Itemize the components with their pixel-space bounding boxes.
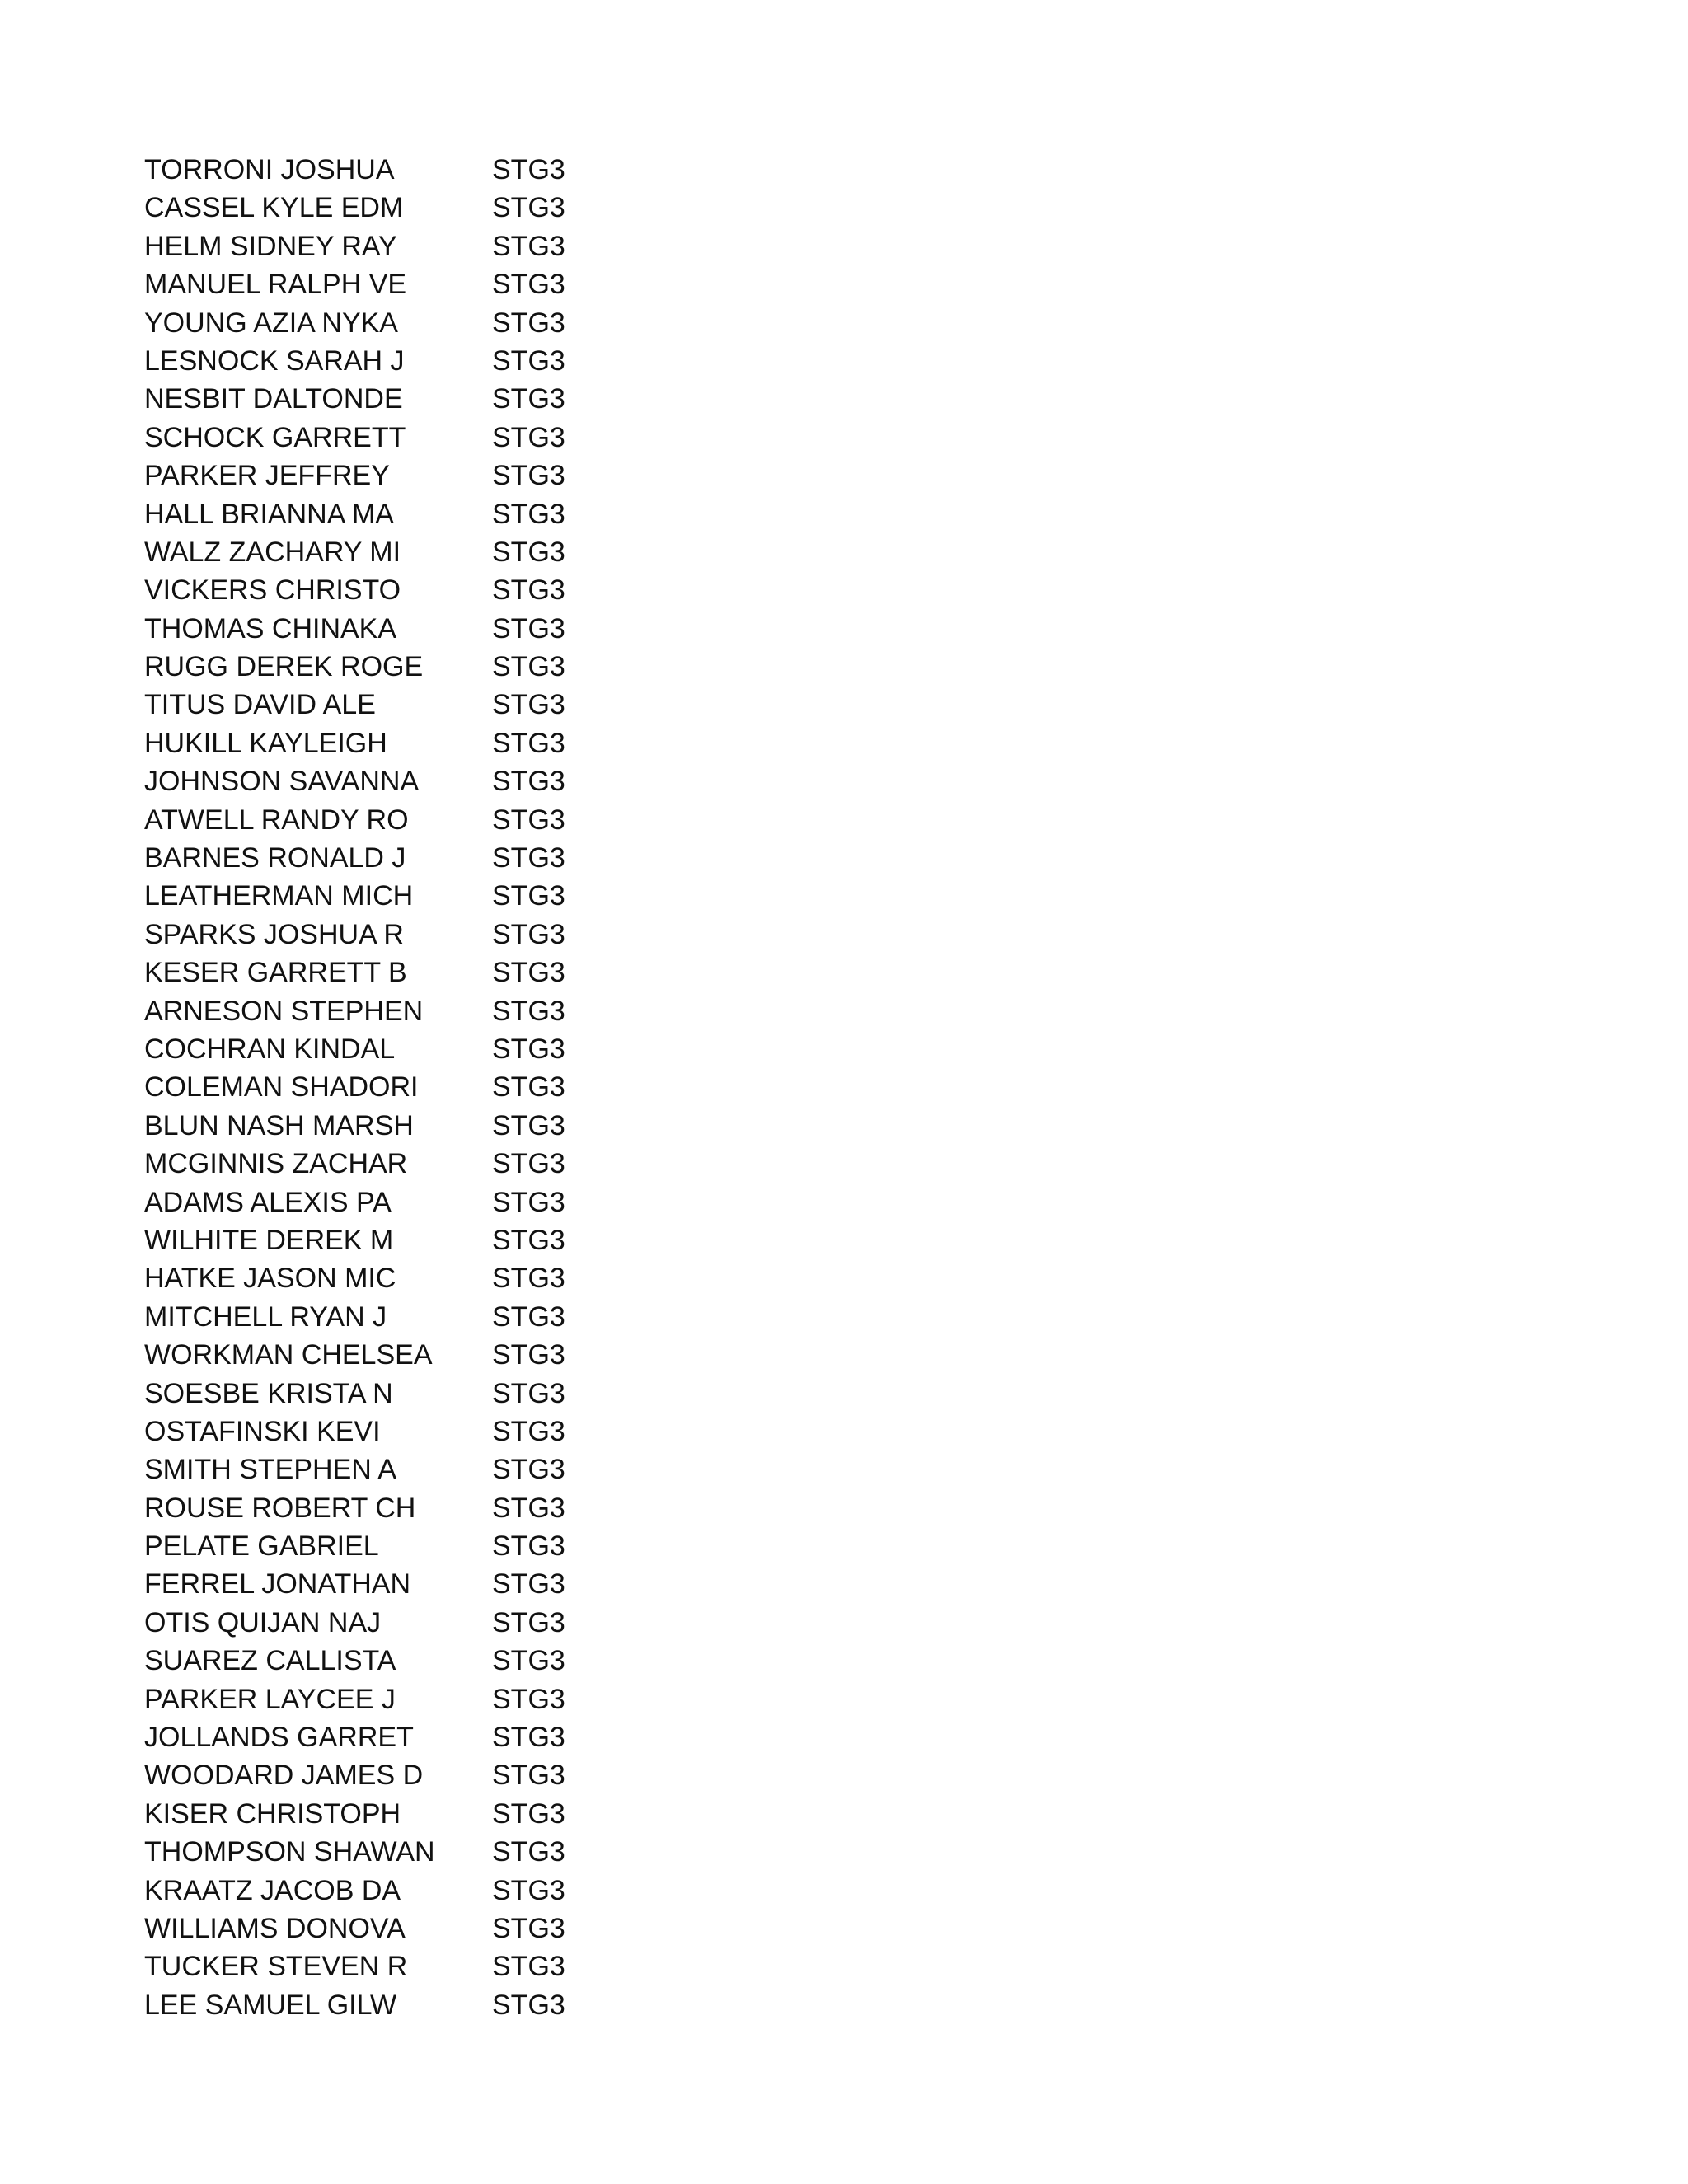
person-name: ADAMS ALEXIS PA (144, 1186, 392, 1218)
person-name: ARNESON STEPHEN (144, 995, 424, 1027)
status-code: STG3 (492, 689, 565, 721)
list-item (144, 1833, 672, 1871)
person-name: MCGINNIS ZACHAR (144, 1148, 408, 1180)
list-item (144, 992, 672, 1030)
status-code: STG3 (492, 230, 565, 262)
person-name: WORKMAN CHELSEA (144, 1339, 433, 1371)
person-name: KISER CHRISTOPH (144, 1797, 401, 1830)
list-item (144, 916, 672, 954)
person-name: THOMAS CHINAKA (144, 612, 397, 644)
list-item (144, 648, 672, 686)
person-name: BARNES RONALD J (144, 842, 406, 874)
status-code: STG3 (492, 612, 565, 644)
person-name: TITUS DAVID ALE (144, 689, 376, 721)
list-item (144, 839, 672, 877)
list-item (144, 1986, 672, 2024)
list-item (144, 571, 672, 609)
status-code: STG3 (492, 842, 565, 874)
list-item (144, 1107, 672, 1145)
person-name: MANUEL RALPH VE (144, 269, 407, 301)
person-name: PELATE GABRIEL (144, 1530, 379, 1563)
status-code: STG3 (492, 1568, 565, 1601)
status-code: STG3 (492, 1186, 565, 1218)
status-code: STG3 (492, 1606, 565, 1638)
status-code: STG3 (492, 1339, 565, 1371)
status-code: STG3 (492, 307, 565, 339)
person-name: COLEMAN SHADORI (144, 1071, 419, 1104)
person-name: SUAREZ CALLISTA (144, 1645, 396, 1677)
status-code: STG3 (492, 192, 565, 224)
status-code: STG3 (492, 918, 565, 950)
status-code: STG3 (492, 1492, 565, 1524)
list-item (144, 801, 672, 839)
person-name: PARKER LAYCEE J (144, 1683, 396, 1715)
status-code: STG3 (492, 1797, 565, 1830)
list-item (144, 1451, 672, 1488)
list-item (144, 877, 672, 915)
person-name: SMITH STEPHEN A (144, 1454, 397, 1486)
status-code: STG3 (492, 498, 565, 530)
list-item (144, 686, 672, 724)
list-item (144, 1298, 672, 1336)
list-item (144, 1947, 672, 1985)
list-item (144, 1030, 672, 1068)
list-item (144, 1259, 672, 1297)
status-code: STG3 (492, 1263, 565, 1295)
list-item (144, 1910, 672, 1947)
list-item (144, 1336, 672, 1374)
list-item (144, 495, 672, 533)
person-name: YOUNG AZIA NYKA (144, 307, 398, 339)
status-code: STG3 (492, 421, 565, 453)
status-code: STG3 (492, 1377, 565, 1409)
status-code: STG3 (492, 651, 565, 683)
list-item (144, 762, 672, 800)
person-name: JOLLANDS GARRET (144, 1722, 414, 1754)
person-name: OTIS QUIJAN NAJ (144, 1606, 382, 1638)
person-name: HELM SIDNEY RAY (144, 230, 397, 262)
person-name: SCHOCK GARRETT (144, 421, 406, 453)
person-name: LEATHERMAN MICH (144, 880, 414, 912)
list-item (144, 954, 672, 991)
list-item (144, 1375, 672, 1413)
status-code: STG3 (492, 1912, 565, 1944)
status-code: STG3 (492, 995, 565, 1027)
person-name: WILLIAMS DONOVA (144, 1912, 406, 1944)
person-name: SPARKS JOSHUA R (144, 918, 404, 950)
status-code: STG3 (492, 880, 565, 912)
status-code: STG3 (492, 269, 565, 301)
list-item (144, 1642, 672, 1680)
status-code: STG3 (492, 1951, 565, 1983)
status-code: STG3 (492, 154, 565, 185)
person-name: KRAATZ JACOB DA (144, 1874, 401, 1906)
status-code: STG3 (492, 1989, 565, 2021)
list-item (144, 227, 672, 265)
person-name: TUCKER STEVEN R (144, 1951, 408, 1983)
list-item (144, 1527, 672, 1565)
status-code: STG3 (492, 1224, 565, 1256)
status-code: STG3 (492, 1301, 565, 1333)
list-item (144, 1680, 672, 1718)
status-code: STG3 (492, 1760, 565, 1792)
list-item (144, 265, 672, 303)
list-item (144, 1565, 672, 1603)
list-item (144, 1145, 672, 1183)
status-code: STG3 (492, 383, 565, 415)
person-name: BLUN NASH MARSH (144, 1109, 414, 1141)
status-code: STG3 (492, 1148, 565, 1180)
status-code: STG3 (492, 957, 565, 989)
person-name: VICKERS CHRISTO (144, 574, 401, 607)
person-name: NESBIT DALTONDE (144, 383, 403, 415)
person-name: WALZ ZACHARY MI (144, 536, 401, 568)
person-name: HATKE JASON MIC (144, 1263, 396, 1295)
person-name: TORRONI JOSHUA (144, 154, 395, 185)
status-code: STG3 (492, 1722, 565, 1754)
list-item (144, 457, 672, 494)
status-code: STG3 (492, 344, 565, 377)
list-item (144, 533, 672, 571)
person-name: SOESBE KRISTA N (144, 1377, 393, 1409)
person-name: KESER GARRETT B (144, 957, 407, 989)
person-name: HUKILL KAYLEIGH (144, 727, 387, 759)
list-item (144, 1756, 672, 1794)
status-code: STG3 (492, 1071, 565, 1104)
status-code: STG3 (492, 574, 565, 607)
person-name: MITCHELL RYAN J (144, 1301, 387, 1333)
status-code: STG3 (492, 727, 565, 759)
list-item (144, 1795, 672, 1833)
list-item (144, 1718, 672, 1756)
person-name: LEE SAMUEL GILW (144, 1989, 397, 2021)
status-code: STG3 (492, 1109, 565, 1141)
status-code: STG3 (492, 1454, 565, 1486)
person-name: RUGG DEREK ROGE (144, 651, 424, 683)
status-code: STG3 (492, 1415, 565, 1447)
status-code: STG3 (492, 1874, 565, 1906)
list-item (144, 342, 672, 380)
person-name: THOMPSON SHAWAN (144, 1836, 435, 1868)
list-item (144, 610, 672, 648)
status-code: STG3 (492, 1033, 565, 1065)
list-item (144, 1221, 672, 1259)
status-code: STG3 (492, 1530, 565, 1563)
status-code: STG3 (492, 1683, 565, 1715)
roster-list (144, 151, 672, 2024)
person-name: ROUSE ROBERT CH (144, 1492, 416, 1524)
person-name: ATWELL RANDY RO (144, 804, 409, 836)
list-item (144, 304, 672, 342)
list-item (144, 724, 672, 762)
list-item (144, 380, 672, 418)
list-item (144, 151, 672, 189)
person-name: LESNOCK SARAH J (144, 344, 405, 377)
person-name: COCHRAN KINDAL (144, 1033, 396, 1065)
list-item (144, 1872, 672, 1910)
list-item (144, 1183, 672, 1221)
person-name: JOHNSON SAVANNA (144, 766, 420, 798)
status-code: STG3 (492, 1836, 565, 1868)
person-name: FERREL JONATHAN (144, 1568, 411, 1601)
status-code: STG3 (492, 460, 565, 492)
status-code: STG3 (492, 766, 565, 798)
person-name: PARKER JEFFREY (144, 460, 390, 492)
person-name: OSTAFINSKI KEVI (144, 1415, 381, 1447)
list-item (144, 1413, 672, 1451)
person-name: HALL BRIANNA MA (144, 498, 394, 530)
person-name: WOODARD JAMES D (144, 1760, 424, 1792)
list-item (144, 419, 672, 457)
list-item (144, 1068, 672, 1106)
person-name: CASSEL KYLE EDM (144, 192, 404, 224)
list-item (144, 1489, 672, 1527)
status-code: STG3 (492, 1645, 565, 1677)
status-code: STG3 (492, 804, 565, 836)
person-name: WILHITE DEREK M (144, 1224, 394, 1256)
list-item (144, 1604, 672, 1642)
status-code: STG3 (492, 536, 565, 568)
list-item (144, 189, 672, 227)
